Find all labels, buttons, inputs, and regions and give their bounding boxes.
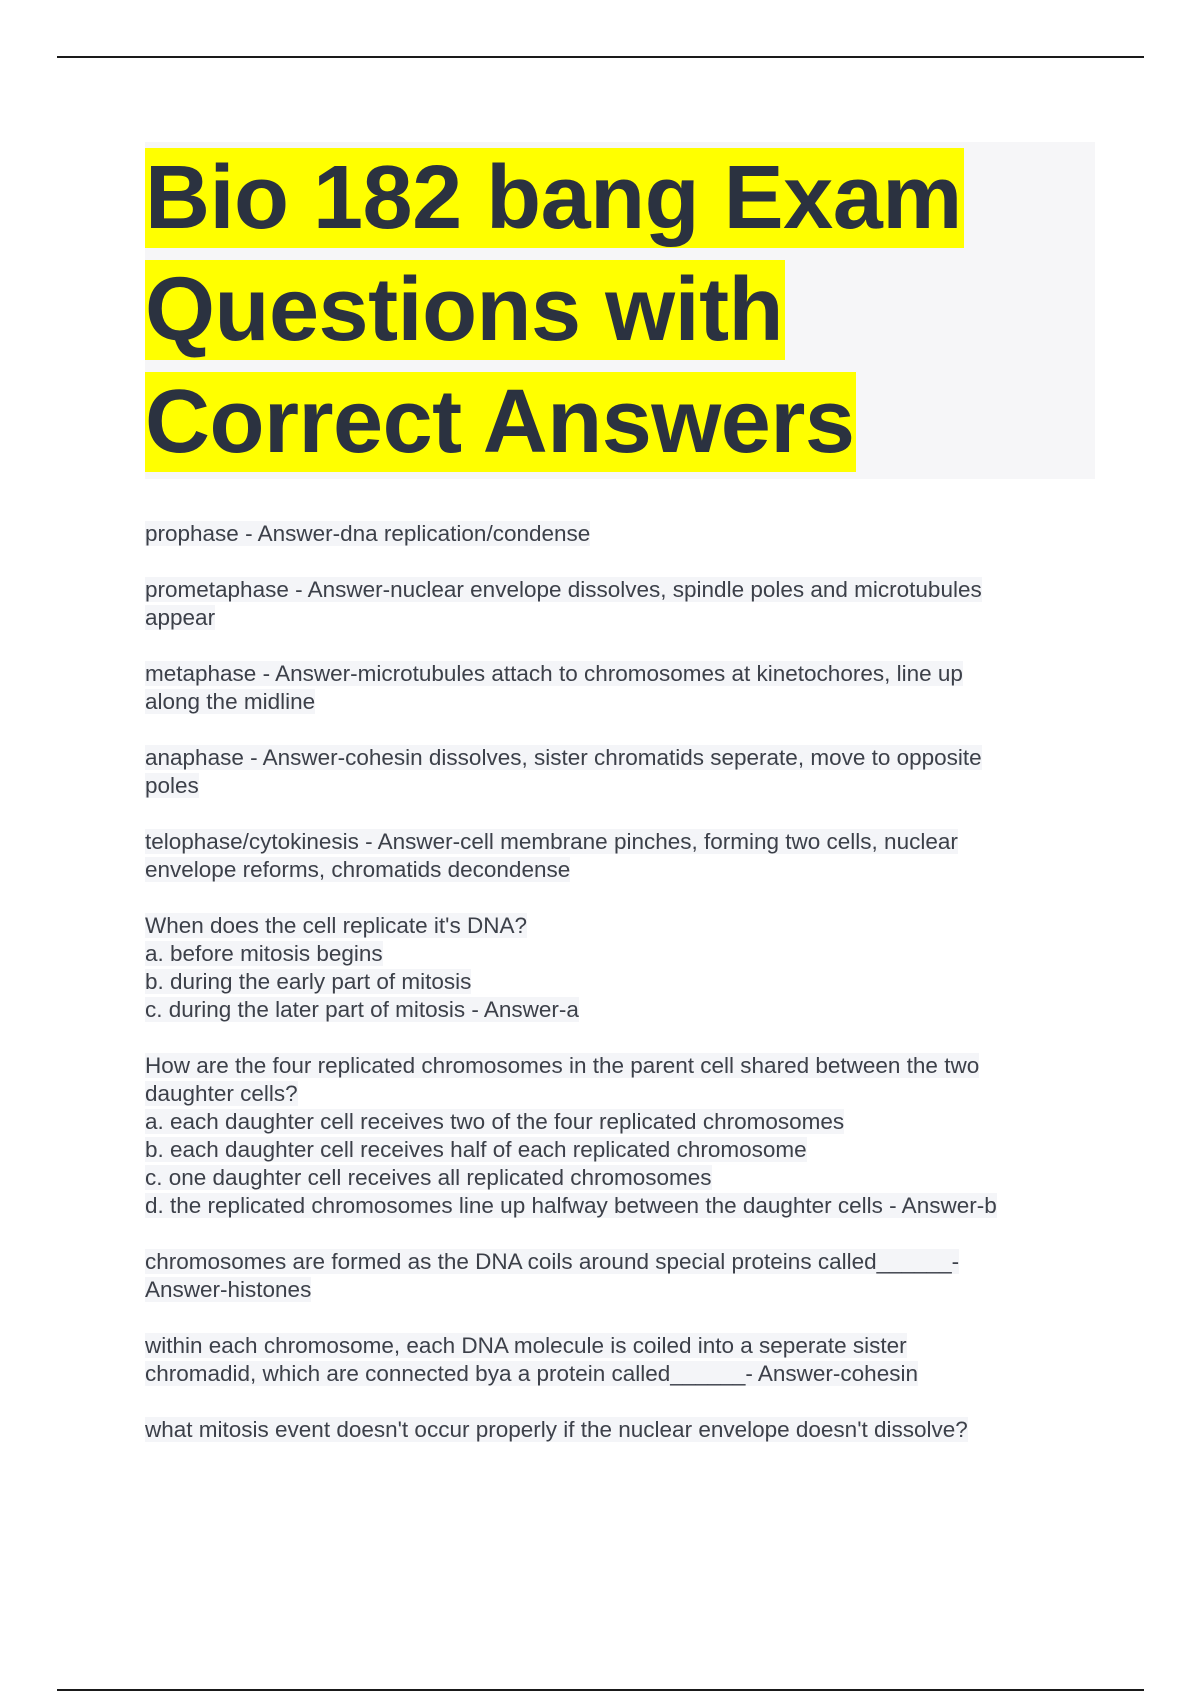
qa-text: c. one daughter cell receives all replicated chromosomes bbox=[145, 1165, 712, 1190]
qa-line bbox=[145, 688, 1065, 716]
qa-line bbox=[145, 660, 1065, 688]
qa-text: When does the cell replicate it's DNA? bbox=[145, 913, 527, 938]
qa-text: anaphase - Answer-cohesin dissolves, sister chromatids seperate, move to opposite bbox=[145, 745, 982, 770]
qa-text: How are the four replicated chromosomes in the parent cell shared between the two bbox=[145, 1053, 980, 1078]
qa-text: envelope reforms, chromatids decondense bbox=[145, 857, 571, 882]
qa-item-dna-replication bbox=[145, 912, 1065, 1024]
qa-line bbox=[145, 912, 1065, 940]
qa-line bbox=[145, 1192, 1065, 1220]
question-answer-list bbox=[145, 520, 1065, 1472]
qa-line bbox=[145, 772, 1065, 800]
qa-item-telophase bbox=[145, 828, 1065, 884]
qa-text: chromosomes are formed as the DNA coils around special proteins called______- bbox=[145, 1249, 960, 1274]
qa-line bbox=[145, 1108, 1065, 1136]
qa-line bbox=[145, 968, 1065, 996]
qa-item-nuclear-envelope bbox=[145, 1416, 1065, 1444]
qa-text: within each chromosome, each DNA molecule is coiled into a seperate sister bbox=[145, 1333, 907, 1358]
qa-item-chromosome-sharing bbox=[145, 1052, 1065, 1220]
qa-text: d. the replicated chromosomes line up halfway between the daughter cells - Answer-b bbox=[145, 1193, 997, 1218]
qa-text: telophase/cytokinesis - Answer-cell membrane pinches, forming two cells, nuclear bbox=[145, 829, 958, 854]
qa-item-prophase bbox=[145, 520, 1065, 548]
qa-line bbox=[145, 576, 1065, 604]
qa-text: a. each daughter cell receives two of the four replicated chromosomes bbox=[145, 1109, 845, 1134]
qa-line bbox=[145, 1080, 1065, 1108]
qa-line bbox=[145, 1136, 1065, 1164]
qa-text: prometaphase - Answer-nuclear envelope dissolves, spindle poles and microtubules bbox=[145, 577, 982, 602]
qa-line bbox=[145, 520, 1065, 548]
qa-line bbox=[145, 996, 1065, 1024]
qa-item-histones bbox=[145, 1248, 1065, 1304]
qa-line bbox=[145, 1164, 1065, 1192]
title-line-2: Questions with bbox=[145, 260, 784, 360]
qa-line bbox=[145, 940, 1065, 968]
qa-text: what mitosis event doesn't occur properly if the nuclear envelope doesn't dissolve? bbox=[145, 1417, 968, 1442]
qa-line bbox=[145, 1276, 1065, 1304]
qa-text: a. before mitosis begins bbox=[145, 941, 383, 966]
qa-text: daughter cells? bbox=[145, 1081, 298, 1106]
bottom-rule bbox=[57, 1689, 1144, 1691]
qa-line bbox=[145, 1248, 1065, 1276]
document-title bbox=[145, 142, 1085, 478]
qa-text: chromadid, which are connected bya a protein called______- Answer-cohesin bbox=[145, 1361, 918, 1386]
qa-line bbox=[145, 1416, 1065, 1444]
qa-line bbox=[145, 828, 1065, 856]
qa-item-anaphase bbox=[145, 744, 1065, 800]
qa-line bbox=[145, 1052, 1065, 1080]
qa-line bbox=[145, 1360, 1065, 1388]
title-line-3: Correct Answers bbox=[145, 372, 855, 472]
qa-line bbox=[145, 856, 1065, 884]
qa-text: b. during the early part of mitosis bbox=[145, 969, 472, 994]
qa-item-cohesin bbox=[145, 1332, 1065, 1388]
qa-text: appear bbox=[145, 605, 216, 630]
qa-text: c. during the later part of mitosis - Answer-a bbox=[145, 997, 579, 1022]
qa-text: metaphase - Answer-microtubules attach to chromosomes at kinetochores, line up bbox=[145, 661, 963, 686]
qa-item-metaphase bbox=[145, 660, 1065, 716]
qa-text: poles bbox=[145, 773, 199, 798]
title-line-1: Bio 182 bang Exam bbox=[145, 148, 962, 248]
top-rule bbox=[57, 56, 1144, 58]
qa-text: along the midline bbox=[145, 689, 316, 714]
qa-line bbox=[145, 604, 1065, 632]
qa-line bbox=[145, 744, 1065, 772]
qa-item-prometaphase bbox=[145, 576, 1065, 632]
qa-text: Answer-histones bbox=[145, 1277, 312, 1302]
qa-text: prophase - Answer-dna replication/condense bbox=[145, 521, 591, 546]
qa-text: b. each daughter cell receives half of each replicated chromosome bbox=[145, 1137, 807, 1162]
qa-line bbox=[145, 1332, 1065, 1360]
